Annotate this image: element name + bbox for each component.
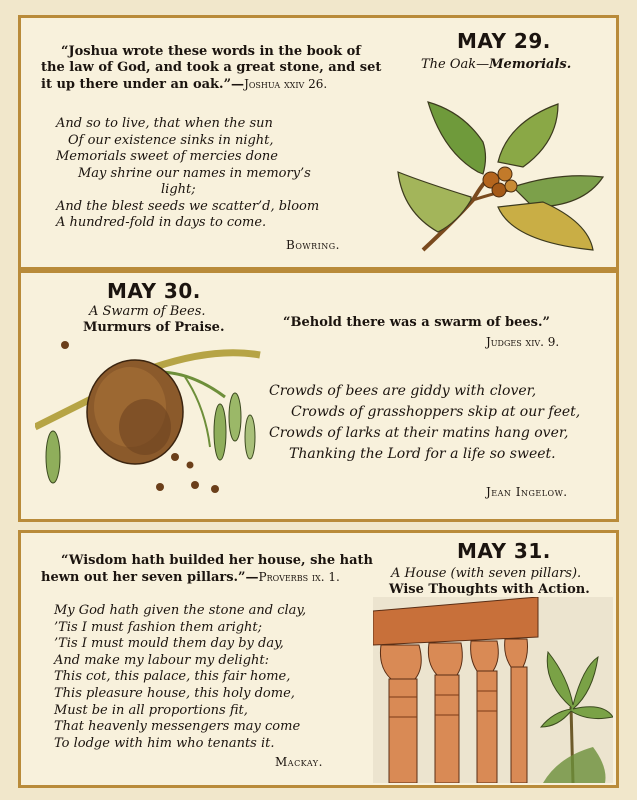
entry-may-31 bbox=[18, 530, 619, 788]
quote-line: the law of God, and took a great stone, and set bbox=[41, 60, 382, 75]
poem-line: Must be in all proportions fit, bbox=[54, 702, 248, 718]
poem-line: And so to live, that when the sun bbox=[56, 116, 273, 131]
quote-ref: Joshua xxiv 26. bbox=[244, 77, 328, 91]
poem bbox=[269, 381, 580, 465]
poem-line: ’Tis I must fashion them aright; bbox=[54, 619, 263, 635]
subtitle-italic: The Oak bbox=[421, 57, 477, 72]
poem-line: A hundred-fold in days to come. bbox=[56, 215, 267, 230]
scripture-quote bbox=[41, 553, 373, 586]
poem-line: Of our existence sinks in night, bbox=[68, 132, 274, 148]
poem bbox=[56, 116, 319, 232]
quote-line-end: it up there under an oak.”— bbox=[41, 77, 245, 92]
subtitle-sep: — bbox=[476, 57, 490, 72]
scripture-quote bbox=[41, 44, 382, 93]
date-heading: MAY 31. bbox=[457, 539, 551, 563]
subtitle-blackletter: Memorials. bbox=[489, 57, 572, 72]
quote-line: “Joshua wrote these words in the book of bbox=[61, 44, 361, 59]
poem-line: May shrine our names in memory’s bbox=[78, 165, 311, 181]
poem-line: Crowds of grasshoppers skip at our feet, bbox=[291, 404, 581, 420]
quote-ref: Proverbs ix. 1. bbox=[258, 570, 340, 584]
subtitle-blackletter: Murmurs of Praise. bbox=[83, 320, 225, 335]
poem-line: And make my labour my delight: bbox=[54, 652, 270, 668]
author: Bowring. bbox=[286, 238, 340, 252]
quote-ref: Judges xiv. 9. bbox=[486, 335, 560, 349]
subtitle-italic: A House (with seven pillars). bbox=[391, 566, 582, 581]
poem-line: This pleasure house, this holy dome, bbox=[54, 685, 295, 701]
subtitle-blackletter: Wise Thoughts with Action. bbox=[389, 582, 590, 597]
poem bbox=[54, 603, 306, 752]
oak-branch-illustration bbox=[383, 82, 608, 257]
date-heading: MAY 29. bbox=[457, 29, 551, 53]
author: Mackay. bbox=[275, 755, 323, 769]
poem-line: And the blest seeds we scatter’d, bloom bbox=[56, 198, 320, 214]
poem-line: Memorials sweet of mercies done bbox=[56, 149, 278, 164]
entry-may-30 bbox=[18, 270, 619, 522]
quote-line-end: hewn out her seven pillars.”— bbox=[41, 570, 259, 585]
poem-line: This cot, this palace, this fair home, bbox=[54, 669, 291, 685]
scripture-quote: “Behold there was a swarm of bees.” bbox=[283, 315, 551, 330]
poem-line: Crowds of bees are giddy with clover, bbox=[269, 383, 537, 399]
poem-line: To lodge with him who tenants it. bbox=[54, 735, 275, 751]
poem-line: light; bbox=[161, 182, 196, 197]
poem-line: That heavenly messengers may come bbox=[54, 719, 301, 735]
author: Jean Ingelow. bbox=[486, 485, 568, 499]
subtitle bbox=[421, 57, 571, 72]
quote-line bbox=[41, 569, 373, 586]
quote-line bbox=[41, 76, 381, 93]
quote-line: “Wisdom hath builded her house, she hath bbox=[61, 553, 373, 568]
bee-swarm-illustration bbox=[35, 337, 265, 507]
entry-may-29 bbox=[18, 15, 619, 270]
poem-line: My God hath given the stone and clay, bbox=[54, 603, 307, 618]
poem-line: Crowds of larks at their matins hang over, bbox=[269, 425, 569, 441]
subtitle-italic: A Swarm of Bees. bbox=[89, 304, 206, 319]
date-heading: MAY 30. bbox=[107, 279, 201, 303]
pillared-house-illustration bbox=[373, 597, 613, 783]
poem-line: ’Tis I must mould them day by day, bbox=[54, 636, 284, 652]
poem-line: Thanking the Lord for a life so sweet. bbox=[289, 446, 556, 462]
